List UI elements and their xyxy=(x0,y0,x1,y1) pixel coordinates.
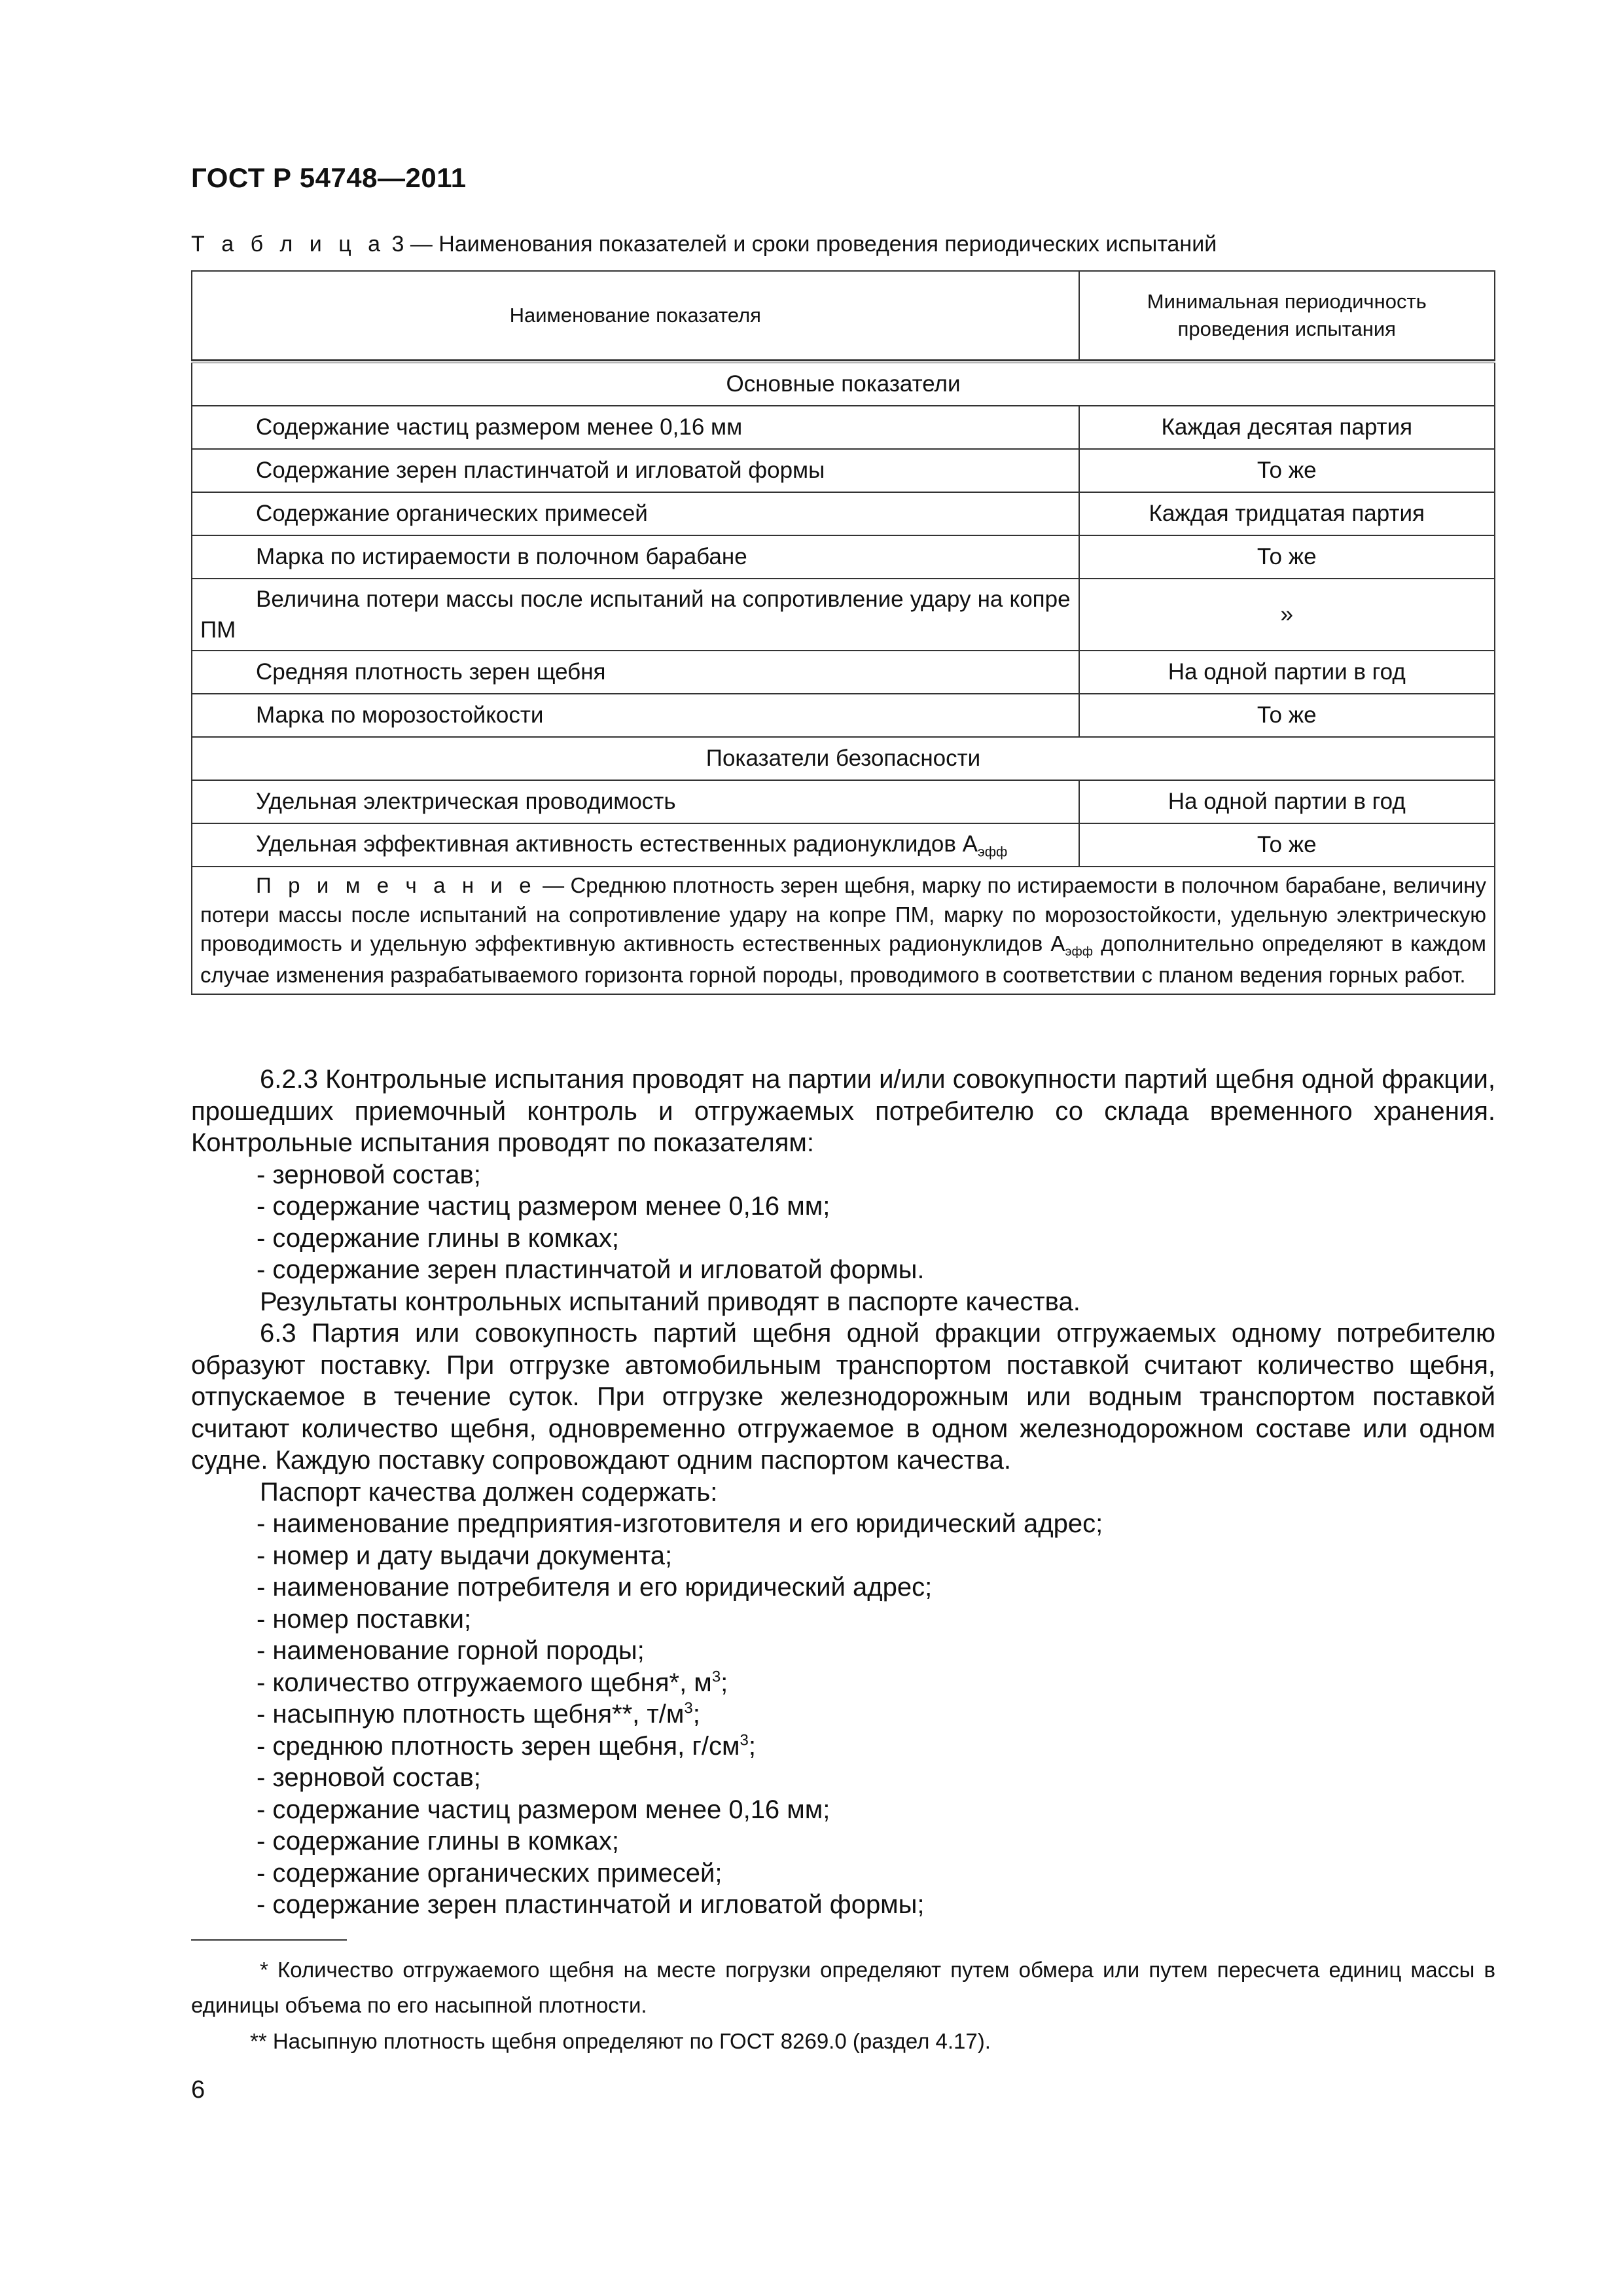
indicator-period: То же xyxy=(1079,535,1495,579)
list-item: - содержание органических примесей; xyxy=(257,1858,722,1888)
list-item: - зерновой состав; xyxy=(257,1763,481,1792)
indicator-name: Содержание зерен пластинчатой и игловатой формы xyxy=(192,449,1079,492)
list-item: - содержание глины в комках; xyxy=(257,1827,620,1856)
list-item: - содержание зерен пластинчатой и игловатой формы; xyxy=(257,1890,925,1919)
table-row xyxy=(192,651,1495,694)
list-item: - номер и дату выдачи документа; xyxy=(257,1541,673,1570)
table-row xyxy=(192,406,1495,449)
note-text-2: дополнительно определяют в каждом случае изменения разрабатываемого горизонта горной породы, проводимого в соответствии с планом ведения горных работ. xyxy=(200,931,1486,987)
indicator-name-text: Удельная эффективная активность естественных радионуклидов А xyxy=(256,831,978,857)
list-item: - номер поставки; xyxy=(257,1604,472,1634)
footnote-divider xyxy=(191,1939,347,1941)
paragraph-results: Результаты контрольных испытаний приводят в паспорте качества. xyxy=(260,1287,1080,1316)
list-item-text: - насыпную плотность щебня**, т/м xyxy=(257,1700,685,1729)
section-row xyxy=(192,737,1495,780)
table-caption-text: 3 — Наименования показателей и сроки проведения периодических испытаний xyxy=(385,232,1217,257)
table-row xyxy=(192,823,1495,867)
superscript: 3 xyxy=(740,1731,749,1749)
list-item xyxy=(191,1667,1495,1699)
list-item xyxy=(191,1731,1495,1763)
superscript: 3 xyxy=(711,1668,721,1686)
list-item: - зерновой состав; xyxy=(257,1160,481,1189)
indicator-name: Марка по морозостойкости xyxy=(192,694,1079,737)
indicator-period: То же xyxy=(1079,823,1495,867)
note-subscript: эфф xyxy=(1065,944,1094,960)
list-item-end: ; xyxy=(748,1731,756,1761)
list-item: - содержание глины в комках; xyxy=(257,1223,620,1253)
list-item-text: - количество отгружаемого щебня*, м xyxy=(257,1668,712,1697)
col-header-period-line2: проведения испытания xyxy=(1177,317,1396,340)
list-item: - содержание частиц размером менее 0,16 мм; xyxy=(257,1795,830,1824)
indicator-period: На одной партии в год xyxy=(1079,651,1495,694)
indicator-name-subscript: эфф xyxy=(977,844,1008,859)
table-row xyxy=(192,449,1495,492)
table-caption-prefix: Т а б л и ц а xyxy=(191,232,386,257)
indicator-name: Содержание частиц размером менее 0,16 мм xyxy=(192,406,1079,449)
periodic-tests-table xyxy=(191,270,1495,995)
note-text-1: — Среднюю плотность зерен щебня, марку по истираемости в полочном барабане, величину потери массы после испытаний на сопротивление удару на копре ПМ, марку по морозостойкости, удельную электрическую проводимость и удельную эффективную активность естественных радионуклидов А xyxy=(200,873,1486,956)
list-item-text: - среднюю плотность зерен щебня, г/см xyxy=(257,1731,740,1761)
page-number: 6 xyxy=(191,2076,205,2104)
indicator-period: То же xyxy=(1079,449,1495,492)
indicator-period: Каждая десятая партия xyxy=(1079,406,1495,449)
section-title-safety: Показатели безопасности xyxy=(192,737,1495,780)
indicator-period: То же xyxy=(1079,694,1495,737)
indicator-name: Средняя плотность зерен щебня xyxy=(192,651,1079,694)
indicator-period: На одной партии в год xyxy=(1079,780,1495,823)
paragraph-passport: Паспорт качества должен содержать: xyxy=(260,1477,718,1507)
body-text xyxy=(191,1064,1495,1921)
paragraph-6-2-3: 6.2.3 Контрольные испытания проводят на партии и/или совокупности партий щебня одной фракции, прошедших приемочный контроль и отгружаемых потребителю со склада временного хранения. Контрольные испытания проводят по показателям: xyxy=(191,1065,1495,1157)
table-header-row xyxy=(192,271,1495,360)
col-header-period xyxy=(1079,271,1495,360)
section-row xyxy=(192,362,1495,406)
list-item-end: ; xyxy=(692,1700,700,1729)
list-item: - наименование предприятия-изготовителя и его юридический адрес; xyxy=(257,1509,1103,1538)
indicator-name: Содержание органических примесей xyxy=(192,492,1079,535)
list-item: - содержание зерен пластинчатой и игловатой формы. xyxy=(257,1255,925,1284)
list-item-end: ; xyxy=(721,1668,728,1697)
indicator-name: Марка по истираемости в полочном барабане xyxy=(192,535,1079,579)
footnote-1: * Количество отгружаемого щебня на месте погрузки определяют путем обмера или путем пересчета единиц массы в единицы объема по его насыпной плотности. xyxy=(191,1958,1495,2017)
list-item: - наименование горной породы; xyxy=(257,1636,645,1665)
table-caption xyxy=(191,232,1217,257)
col-header-name: Наименование показателя xyxy=(192,271,1079,360)
table-row xyxy=(192,579,1495,651)
document-header: ГОСТ Р 54748—2011 xyxy=(191,162,467,193)
col-header-period-line1: Минимальная периодичность xyxy=(1147,290,1427,314)
table-row xyxy=(192,780,1495,823)
indicator-name xyxy=(192,823,1079,867)
list-item: - содержание частиц размером менее 0,16 мм; xyxy=(257,1192,830,1221)
paragraph-6-3: 6.3 Партия или совокупность партий щебня одной фракции отгружаемых одному потребителю образуют поставку. При отгрузке автомобильным транспортом поставкой считают количество щебня, отпускаемое в течение суток. При отгрузке железнодорожным или водным транспортом поставкой считают количество щебня, одновременно отгружаемое в одном железнодорожном составе или одном судне. Каждую поставку сопровождают одним паспортом качества. xyxy=(191,1319,1495,1475)
list-item: - наименование потребителя и его юридический адрес; xyxy=(257,1573,933,1602)
indicator-name: Величина потери массы после испытаний на сопротивление удару на копре ПМ xyxy=(192,579,1079,651)
table-row xyxy=(192,694,1495,737)
note-row xyxy=(192,867,1495,994)
indicator-period: Каждая тридцатая партия xyxy=(1079,492,1495,535)
indicator-period: » xyxy=(1079,579,1495,651)
table-note xyxy=(192,867,1495,994)
list-item xyxy=(191,1698,1495,1731)
superscript: 3 xyxy=(684,1699,693,1717)
section-title-main: Основные показатели xyxy=(192,362,1495,406)
indicator-name: Удельная электрическая проводимость xyxy=(192,780,1079,823)
footnote-2: ** Насыпную плотность щебня определяют по ГОСТ 8269.0 (раздел 4.17). xyxy=(250,2029,991,2053)
table-row xyxy=(192,492,1495,535)
note-prefix: П р и м е ч а н и е xyxy=(256,873,537,897)
table-row xyxy=(192,535,1495,579)
